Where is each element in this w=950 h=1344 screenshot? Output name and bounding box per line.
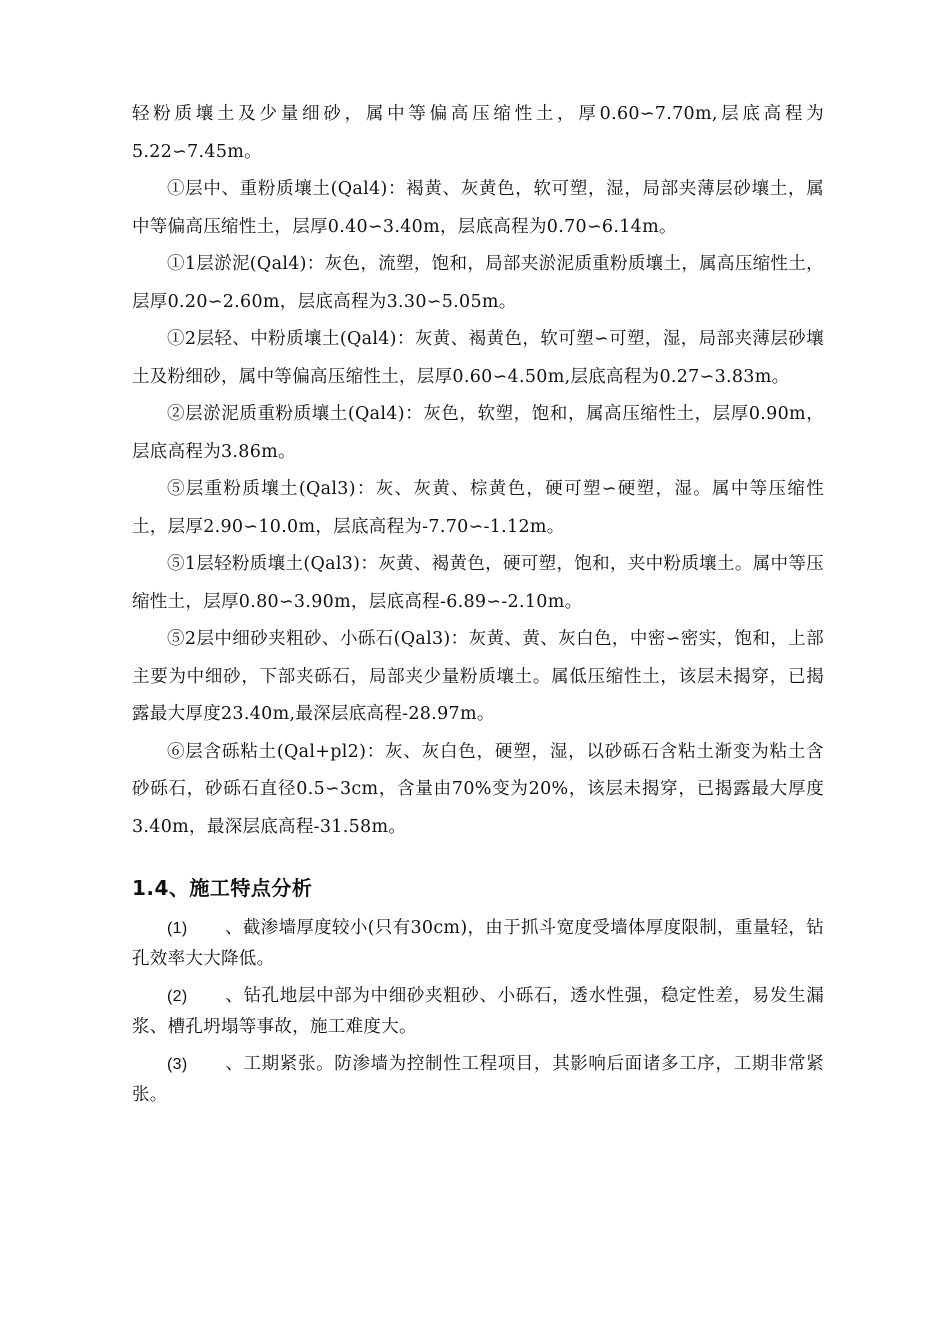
list-item-number: (2) xyxy=(167,988,188,1005)
list-item xyxy=(132,981,824,1042)
list-item xyxy=(132,913,824,974)
section-heading: 1.4、施工特点分析 xyxy=(132,876,313,900)
document-page xyxy=(132,96,824,1117)
list-item-text: 、工期紧张。防渗墙为控制性工程项目，其影响后面诸多工序，工期非常紧张。 xyxy=(132,1054,824,1105)
paragraph-layer-5: ⑤层重粉质壤土(Qal3)：灰、灰黄、棕黄色，硬可塑∽硬塑，湿。属中等压缩性土，层厚2.90∽10.0m，层底高程为-7.70∽-1.12m。 xyxy=(132,479,824,537)
list-item-number: (3) xyxy=(167,1056,188,1073)
paragraph-layer-5-2: ⑤2层中细砂夹粗砂、小砾石(Qal3)：灰黄、黄、灰白色，中密∽密实，饱和，上部主要为中细砂，下部夹砾石，局部夹少量粉质壤土。属低压缩性土，该层未揭穿，已揭露最大厚度23.40m,最深层底高程-28.97m。 xyxy=(132,629,824,724)
list-item-text: 、钻孔地层中部为中细砂夹粗砂、小砾石，透水性强，稳定性差，易发生漏浆、槽孔坍塌等事故，施工难度大。 xyxy=(132,986,824,1037)
paragraph-layer-5-1: ⑤1层轻粉质壤土(Qal3)：灰黄、褐黄色，硬可塑，饱和，夹中粉质壤土。属中等压缩性土，层厚0.80∽3.90m，层底高程-6.89∽-2.10m。 xyxy=(132,554,824,612)
paragraph-layer-1: ①层中、重粉质壤土(Qal4)：褐黄、灰黄色，软可塑，湿，局部夹薄层砂壤土，属中等偏高压缩性土，层厚0.40∽3.40m，层底高程为0.70∽6.14m。 xyxy=(132,179,824,237)
list-item-number: (1) xyxy=(167,920,188,937)
list-item-text: 、截渗墙厚度较小(只有30cm)，由于抓斗宽度受墙体厚度限制，重量轻，钻孔效率大大降低。 xyxy=(132,918,824,969)
paragraph-layer-1-1: ①1层淤泥(Qal4)：灰色，流塑，饱和，局部夹淤泥质重粉质壤土，属高压缩性土，层厚0.20∽2.60m，层底高程为3.30∽5.05m。 xyxy=(132,254,824,312)
paragraph-layer-6: ⑥层含砾粘土(Qal+pl2)：灰、灰白色，硬塑，湿，以砂砾石含粘土渐变为粘土含砂砾石，砂砾石直径0.5∽3cm，含量由70%变为20%，该层未揭穿，已揭露最大厚度3.40m，最深层底高程-31.58m。 xyxy=(132,741,824,837)
paragraph-layer-1-2: ①2层轻、中粉质壤土(Qal4)：灰黄、褐黄色，软可塑∽可塑，湿，局部夹薄层砂壤土及粉细砂，属中等偏高压缩性土，层厚0.60∽4.50m,层底高程为0.27∽3.83m。 xyxy=(132,329,824,387)
list-item xyxy=(132,1049,824,1110)
paragraph-soil-layer-continued: 轻粉质壤土及少量细砂，属中等偏高压缩性土，厚0.60∽7.70m,层底高程为5.22∽7.45m。 xyxy=(132,104,824,162)
paragraph-layer-2: ②层淤泥质重粉质壤土(Qal4)：灰色，软塑，饱和，属高压缩性土，层厚0.90m，层底高程为3.86m。 xyxy=(132,404,824,462)
